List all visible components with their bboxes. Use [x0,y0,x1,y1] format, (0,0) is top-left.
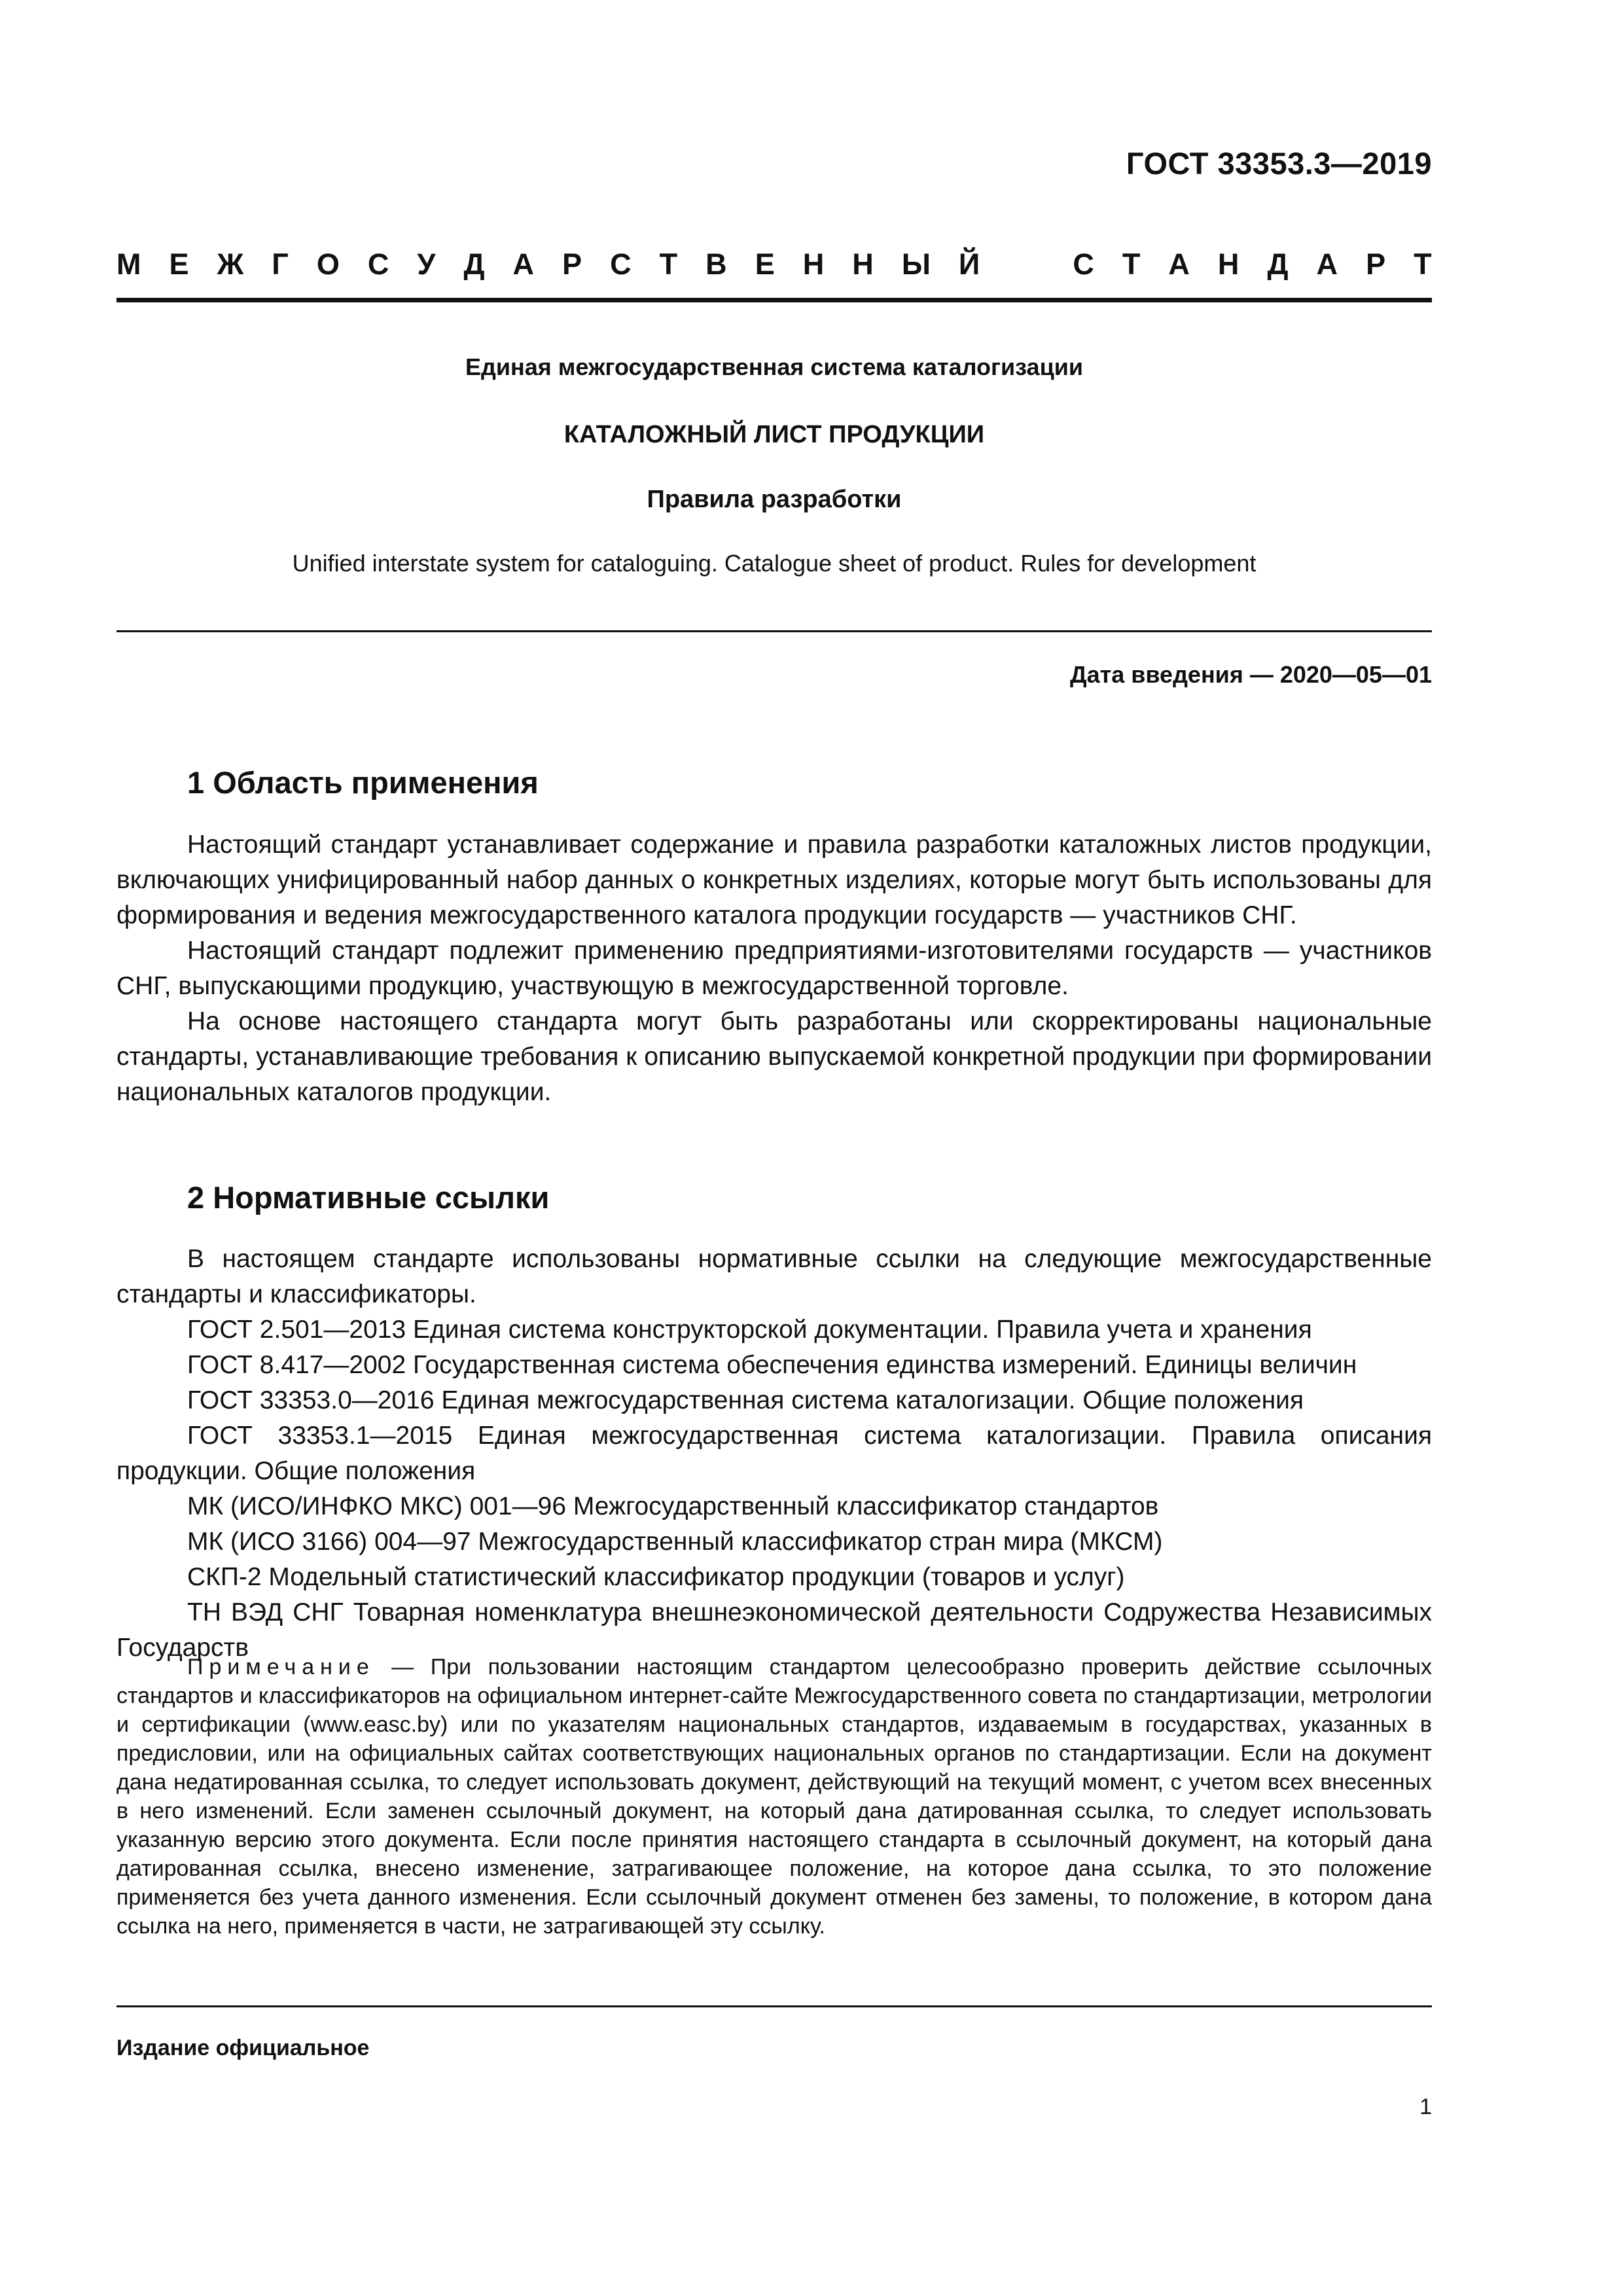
banner-letter: Р [1366,247,1386,281]
banner-letter: С [610,247,632,281]
banner-letter: А [1316,247,1338,281]
standard-banner [116,247,1432,281]
paragraph: Настоящий стандарт устанавливает содержание и правила разработки каталожных листов продукции, включающих унифицированный набор данных о конкретных изделиях, которые могут быть использованы для формирования и ведения межгосударственного каталога продукции государств — участников СНГ. [116,831,1432,929]
note-label: Примечание [187,1655,375,1679]
banner-gap [1008,247,1044,281]
note [116,1653,1432,1941]
english-title: Unified interstate system for cataloguing. Catalogue sheet of product. Rules for development [292,550,1257,577]
doc-number: ГОСТ 33353.3—2019 [1126,146,1432,181]
official-edition: Издание официальное [116,2036,370,2060]
banner-letter: Н [802,247,825,281]
banner-letter: Р [562,247,582,281]
banner-letter: Й [958,247,980,281]
section-1-body [116,827,1432,1110]
paragraph: На основе настоящего стандарта могут быть разработаны или скорректированы национальные стандарты, устанавливающие требования к описанию выпускаемой конкретной продукции при формировании национальных каталогов продукции. [116,1007,1432,1106]
system-name: Единая межгосударственная система каталогизации [465,353,1083,380]
banner-letter: Ы [901,247,931,281]
reference-item: ГОСТ 8.417—2002 Государственная система обеспечения единства измерений. Единицы величин [187,1351,1357,1379]
section-1-heading: 1 Область применения [187,765,539,800]
section-2-heading: 2 Нормативные ссылки [187,1180,550,1215]
banner-letter: Д [463,247,485,281]
reference-item: ГОСТ 33353.0—2016 Единая межгосударственная система каталогизации. Общие положения [187,1386,1304,1414]
reference-item: МК (ИСО/ИНФКО МКС) 001—96 Межгосударственный классификатор стандартов [187,1492,1159,1520]
reference-item: ГОСТ 2.501—2013 Единая система конструкторской документации. Правила учета и хранения [187,1316,1312,1344]
banner-letter: Е [169,247,189,281]
banner-letter: М [116,247,141,281]
banner-letter: С [1073,247,1094,281]
banner-letter: Т [659,247,678,281]
reference-item: ТН ВЭД СНГ Товарная номенклатура внешнеэкономической деятельности Содружества Независимых Государств [116,1598,1432,1662]
introduction-date: Дата введения — 2020—05—01 [1069,661,1432,688]
paragraph: В настоящем стандарте использованы нормативные ссылки на следующие межгосударственные стандарты и классификаторы. [116,1245,1432,1308]
banner-letter: Н [852,247,874,281]
banner-letter: Ж [217,247,244,281]
banner-letter: О [316,247,340,281]
section-2-body [116,1242,1432,1666]
banner-letter: Т [1122,247,1141,281]
header-rule [116,298,1432,302]
document-title: КАТАЛОЖНЫЙ ЛИСТ ПРОДУКЦИИ [563,421,985,448]
banner-letter: Н [1217,247,1240,281]
reference-item: СКП-2 Модельный статистический классификатор продукции (товаров и услуг) [187,1563,1125,1591]
reference-item: ГОСТ 33353.1—2015 Единая межгосударственная система каталогизации. Правила описания продукции. Общие положения [116,1422,1432,1485]
banner-letter: С [367,247,389,281]
banner-letter: Г [272,247,289,281]
banner-letter: В [705,247,727,281]
footer-rule [116,2005,1432,2007]
page-number: 1 [1419,2094,1432,2119]
banner-letter: Д [1267,247,1289,281]
document-subtitle: Правила разработки [647,486,902,513]
paragraph: Настоящий стандарт подлежит применению предприятиями-изготовителями государств — участников СНГ, выпускающими продукцию, участвующую в межгосударственной торговле. [116,937,1432,1000]
banner-letter: У [417,247,436,281]
banner-letter: Т [1414,247,1432,281]
note-text: — При пользовании настоящим стандартом целесообразно проверить действие ссылочных стандартов и классификаторов на официальном интернет-сайте Межгосударственного совета по стандартизации, метрологии и сертификации (www.easc.by) или по указателям национальных стандартов, издаваемым в государствах, указанных в предисловии, или на официальных сайтах соответствующих национальных органов по стандартизации. Если на документ дана недатированная ссылка, то следует использовать документ, действующий на текущий момент, с учетом всех внесенных в него изменений. Если заменен ссылочный документ, на который дана датированная ссылка, то следует использовать указанную версию этого документа. Если после принятия настоящего стандарта в ссылочный документ, на который дана датированная ссылка, внесено изменение, затрагивающее положение, на которое дана ссылка, то это положение применяется без учета данного изменения. Если ссылочный документ отменен без замены, то положение, в котором дана ссылка на него, применяется в части, не затрагивающей эту ссылку. [116,1655,1432,1939]
reference-item: МК (ИСО 3166) 004—97 Межгосударственный классификатор стран мира (МКСМ) [187,1528,1163,1556]
banner-letter: А [1168,247,1190,281]
title-rule [116,630,1432,632]
banner-letter: А [512,247,535,281]
banner-letter: Е [755,247,775,281]
